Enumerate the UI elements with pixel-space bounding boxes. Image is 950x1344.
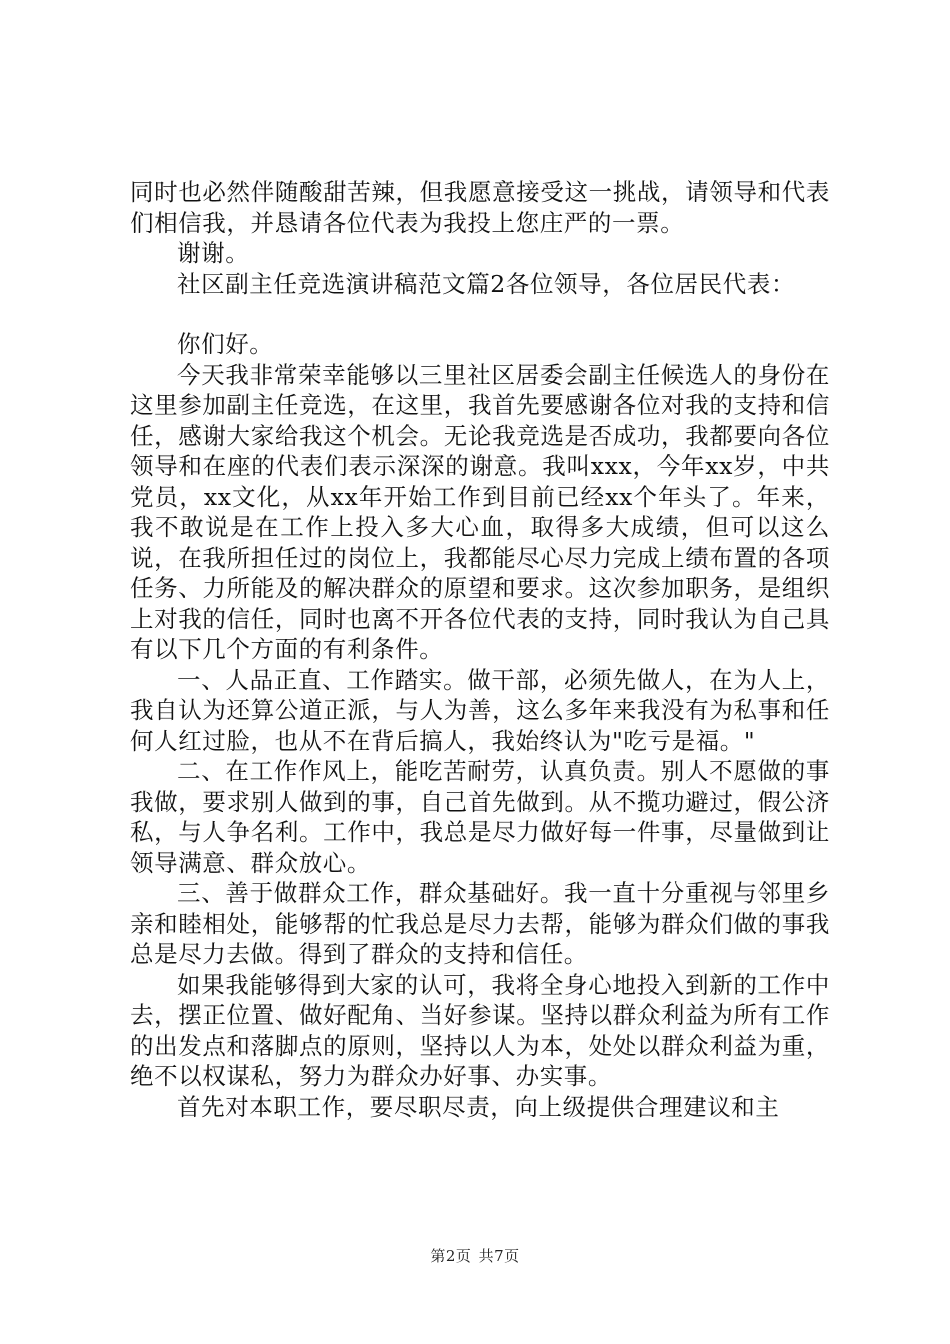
paragraph-thanks: 谢谢。	[177, 239, 250, 267]
paragraph-speech-title: 社区副主任竞选演讲稿范文篇2各位领导，各位居民代表：	[177, 269, 796, 298]
paragraph-point-one: 一、人品正直、工作踏实。做干部，必须先做人，在为人上，我自认为还算公道正派，与人为善，这么多年来我没有为私事和任何人红过脸，也从不在背后搞人，我始终认为"吃亏是福。"	[130, 665, 830, 755]
paragraph-closing: 同时也必然伴随酸甜苦辣，但我愿意接受这一挑战，请领导和代表们相信我，并恳请各位代表为我投上您庄严的一票。	[130, 178, 830, 237]
document-body	[130, 177, 830, 1122]
paragraph-introduction: 今天我非常荣幸能够以三里社区居委会副主任候选人的身份在这里参加副主任竞选，在这里，我首先要感谢各位对我的支持和信任，感谢大家给我这个机会。无论我竞选是否成功，我都要向各位领导和在座的代表们表示深深的谢意。我叫xxx，今年xx岁，中共党员，xx文化，从xx年开始工作到目前已经xx个年头了。年来，我不敢说是在工作上投入多大心血，取得多大成绩，但可以这么说，在我所担任过的岗位上，我都能尽心尽力完成上绩布置的各项任务、力所能及的解决群众的原望和要求。这次参加职务，是组织上对我的信任，同时也离不开各位代表的支持，同时我认为自己具有以下几个方面的有利条件。	[130, 360, 830, 663]
total-pages: 共7页	[478, 1247, 520, 1265]
paragraph-greeting: 你们好。	[177, 330, 274, 358]
paragraph-duties: 首先对本职工作，要尽职尽责，向上级提供合理建议和主	[177, 1092, 780, 1121]
paragraph-point-three: 三、善于做群众工作，群众基础好。我一直十分重视与邻里乡亲和睦相处，能够帮的忙我总是尽力去帮，能够为群众们做的事我总是尽力去做。得到了群众的支持和信任。	[130, 879, 830, 968]
paragraph-commitment: 如果我能够得到大家的认可，我将全身心地投入到新的工作中去，摆正位置、做好配角、当好参谋。坚持以群众利益为所有工作的出发点和落脚点的原则，坚持以人为本，处处以群众利益为重，绝不以权谋私，努力为群众办好事、办实事。	[130, 970, 830, 1090]
paragraph-point-two: 二、在工作作风上，能吃苦耐劳，认真负责。别人不愿做的事我做，要求别人做到的事，自己首先做到。从不揽功避过，假公济私，与人争名利。工作中，我总是尽力做好每一件事，尽量做到让领导满意、群众放心。	[130, 757, 830, 877]
page-footer	[0, 1245, 950, 1266]
page-number: 第2页	[430, 1247, 472, 1265]
